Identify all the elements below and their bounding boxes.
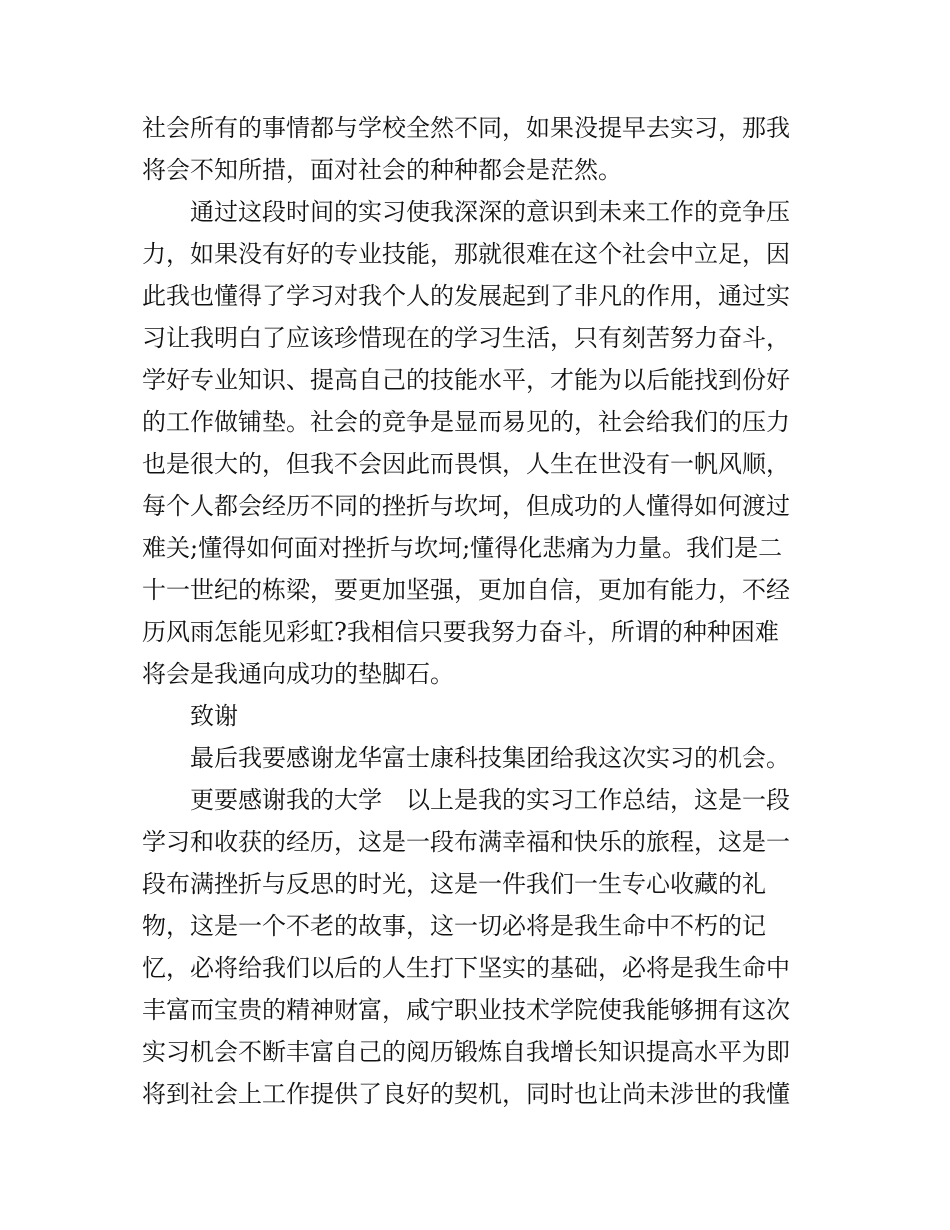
text-line: 每个人都会经历不同的挫折与坎坷，但成功的人懂得如何渡过	[142, 492, 790, 520]
text-line: 忆，必将给我们以后的人生打下坚实的基础，必将是我生命中	[142, 954, 790, 982]
text-line: 习让我明白了应该珍惜现在的学习生活，只有刻苦努力奋斗，	[142, 324, 790, 352]
section-heading: 致谢	[190, 702, 238, 730]
text-line: 实习机会不断丰富自己的阅历锻炼自我增长知识提高水平为即	[142, 1038, 790, 1066]
text-line: 此我也懂得了学习对我个人的发展起到了非凡的作用，通过实	[142, 282, 790, 310]
text-line: 更要感谢我的大学 以上是我的实习工作总结，这是一段	[190, 786, 790, 814]
text-line: 力，如果没有好的专业技能，那就很难在这个社会中立足，因	[142, 240, 790, 268]
text-line: 最后我要感谢龙华富士康科技集团给我这次实习的机会。	[190, 744, 790, 772]
text-line: 十一世纪的栋梁，要更加坚强，更加自信，更加有能力，不经	[142, 576, 790, 604]
text-line: 社会所有的事情都与学校全然不同，如果没提早去实习，那我	[142, 114, 790, 142]
text-line: 物，这是一个不老的故事，这一切必将是我生命中不朽的记	[142, 912, 766, 940]
text-line: 的工作做铺垫。社会的竞争是显而易见的，社会给我们的压力	[142, 408, 790, 436]
text-line: 也是很大的，但我不会因此而畏惧，人生在世没有一帆风顺，	[142, 450, 790, 478]
text-line: 难关;懂得如何面对挫折与坎坷;懂得化悲痛为力量。我们是二	[142, 534, 783, 562]
text-line: 学习和收获的经历，这是一段布满幸福和快乐的旅程，这是一	[142, 828, 790, 856]
text-line: 学好专业知识、提高自己的技能水平，才能为以后能找到份好	[142, 366, 790, 394]
text-line: 丰富而宝贵的精神财富，咸宁职业技术学院使我能够拥有这次	[142, 996, 790, 1024]
text-line: 将会不知所措，面对社会的种种都会是茫然。	[142, 156, 622, 184]
text-line: 将到社会上工作提供了良好的契机，同时也让尚未涉世的我懂	[142, 1080, 790, 1108]
text-line: 通过这段时间的实习使我深深的意识到未来工作的竞争压	[190, 198, 790, 226]
text-line: 历风雨怎能见彩虹?我相信只要我努力奋斗，所谓的种种困难	[142, 618, 779, 646]
text-line: 段布满挫折与反思的时光，这是一件我们一生专心收藏的礼	[142, 870, 766, 898]
text-line: 将会是我通向成功的垫脚石。	[142, 660, 454, 688]
